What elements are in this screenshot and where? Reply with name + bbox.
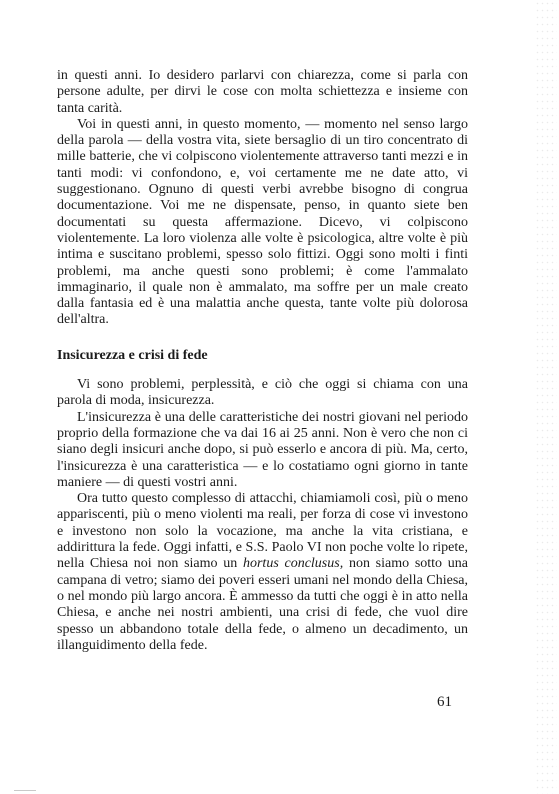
paragraph: in questi anni. Io desidero parlarvi con chiarezza, come si parla con persone adulte, per dirvi le cose con molta schiettezza e insieme con tanta carità. <box>57 68 468 116</box>
paragraph: Voi in questi anni, in questo momento, — momento nel senso largo della parola — della vostra vita, siete bersaglio di un tiro concentrato di mille batterie, che vi colpiscono violentemente attraverso tanti mezzi e in tanti modi: vi confondono, e, voi certamente me ne date atto, vi suggestionano. Ognuno di questi verbi avrebbe bisogno di congrua documentazione. Voi me ne dispensate, penso, in quanto siete ben documentati su questa affermazione. Dicevo, vi colpiscono violentemente. La loro violenza alle volte è psicologica, altre volte è più intima e suscitano problemi, spesso solo fittizi. Oggi sono molti i finti problemi, ma anche questi sono problemi; è come l'ammalato immaginario, il quale non è ammalato, ma soffre per un male creato dalla fantasia ed è una malattia anche questa, tante volte più dolorosa dell'altra. <box>57 116 468 328</box>
latin-phrase: hortus conclusus, <box>242 556 344 572</box>
paragraph-text: Ora tutto questo complesso di attacchi, chiamiamoli così, più o meno appariscenti, più o meno violenti ma reali, per forza di cose vi investono e investono non solo la vocazione, ma anche la vita cristiana, e addirittura la fede. Oggi infatti, e S.S. Paolo VI non poche volte lo ripete, nella Chiesa noi non siamo un <box>57 491 468 572</box>
body-text <box>57 68 468 654</box>
section-heading: Insicurezza e crisi di fede <box>57 347 208 363</box>
paragraph: L'insicurezza è una delle caratteristiche dei nostri giovani nel periodo proprio della formazione che va dai 16 ai 25 anni. Non è vero che non ci siano degli insicuri anche dopo, si può esserlo e ancora di più. Ma, certo, l'insicurezza è una caratteristica — e lo costatiamo ogni giorno in tante maniere — di questi vostri anni. <box>57 409 468 490</box>
paragraph <box>57 491 468 654</box>
page-number: 61 <box>437 694 452 710</box>
page-edge-speckle <box>535 0 557 794</box>
paragraph: Vi sono problemi, perplessità, e ciò che oggi si chiama con una parola di moda, insicurezza. <box>57 377 468 409</box>
scan-speck <box>14 790 36 791</box>
paragraph-text: non siamo sotto una campana di vetro; siamo dei poveri esseri umani nel mondo della Chiesa, o nel mondo più largo ancora. È ammesso da tutti che oggi è in atto nella Chiesa, e anche nei nostri ambienti, una crisi di fede, che vuol dire spesso un abbandono totale della fede, o almeno un decadimento, un illanguidimento della fede. <box>57 556 468 653</box>
